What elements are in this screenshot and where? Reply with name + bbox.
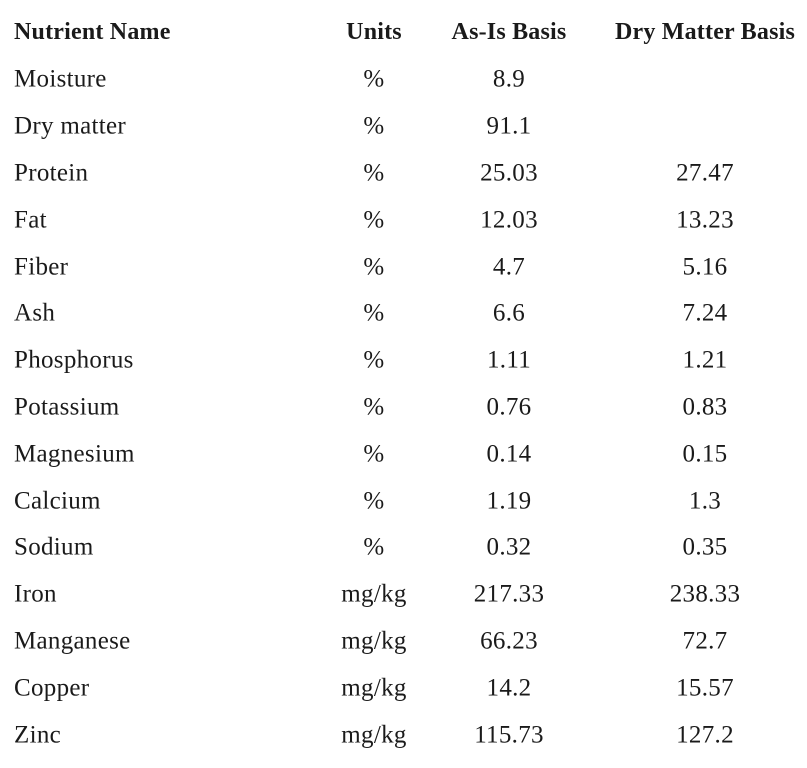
as-is-value: 4.7 — [492, 253, 526, 281]
table-row — [0, 243, 807, 290]
dry-matter-value: 72.7 — [682, 627, 728, 655]
as-is-value: 14.2 — [486, 674, 532, 702]
nutrient-name: Iron — [14, 580, 57, 608]
units-value: mg/kg — [341, 674, 407, 702]
table-row — [0, 571, 807, 618]
nutrient-name: Sodium — [14, 533, 94, 561]
table-row — [0, 711, 807, 758]
table-row — [0, 664, 807, 711]
units-value: % — [363, 253, 385, 281]
nutrient-name: Magnesium — [14, 440, 135, 468]
units-value: % — [363, 159, 385, 187]
as-is-value: 115.73 — [474, 721, 544, 749]
nutrient-name: Zinc — [14, 721, 62, 749]
nutrient-name: Calcium — [14, 487, 101, 515]
dry-matter-value: 1.3 — [688, 487, 722, 515]
dry-matter-value: 0.15 — [682, 440, 728, 468]
dry-matter-value: 1.21 — [682, 346, 728, 374]
as-is-value: 0.76 — [486, 393, 532, 421]
as-is-value: 217.33 — [473, 580, 545, 608]
as-is-value: 0.14 — [486, 440, 532, 468]
table-row — [0, 430, 807, 477]
dry-matter-value: 13.23 — [676, 206, 734, 234]
table-row — [0, 618, 807, 665]
table-row — [0, 384, 807, 431]
as-is-value: 1.11 — [486, 346, 532, 374]
dry-matter-value: 27.47 — [676, 159, 734, 187]
nutrient-name: Moisture — [14, 65, 107, 93]
table-header-row — [0, 8, 807, 56]
table-row — [0, 56, 807, 103]
nutrient-name: Ash — [14, 299, 56, 327]
units-value: % — [363, 440, 385, 468]
units-value: % — [363, 393, 385, 421]
units-value: % — [363, 65, 385, 93]
nutrient-table — [0, 8, 807, 758]
as-is-value: 8.9 — [492, 65, 526, 93]
nutrient-name: Fat — [14, 206, 47, 234]
units-value: % — [363, 206, 385, 234]
units-value: % — [363, 346, 385, 374]
table-row — [0, 290, 807, 337]
nutrient-name: Phosphorus — [14, 346, 134, 374]
as-is-value: 12.03 — [480, 206, 538, 234]
table-row — [0, 196, 807, 243]
table-row — [0, 477, 807, 524]
dry-matter-value: 5.16 — [682, 253, 728, 281]
header-nutrient-name: Nutrient Name — [14, 19, 171, 45]
header-as-is-basis: As-Is Basis — [451, 19, 567, 45]
units-value: % — [363, 487, 385, 515]
dry-matter-value: 0.35 — [682, 533, 728, 561]
as-is-value: 66.23 — [480, 627, 538, 655]
as-is-value: 0.32 — [486, 533, 532, 561]
as-is-value: 91.1 — [486, 112, 532, 140]
table-row — [0, 103, 807, 150]
nutrient-name: Fiber — [14, 253, 69, 281]
dry-matter-value: 127.2 — [676, 721, 734, 749]
dry-matter-value: 15.57 — [676, 674, 734, 702]
as-is-value: 25.03 — [480, 159, 538, 187]
units-value: mg/kg — [341, 580, 407, 608]
units-value: % — [363, 533, 385, 561]
dry-matter-value: 7.24 — [682, 299, 728, 327]
dry-matter-value: 238.33 — [669, 580, 741, 608]
table-row — [0, 524, 807, 571]
table-row — [0, 150, 807, 197]
dry-matter-value: 0.83 — [682, 393, 728, 421]
nutrient-name: Potassium — [14, 393, 120, 421]
units-value: mg/kg — [341, 627, 407, 655]
units-value: mg/kg — [341, 721, 407, 749]
nutrient-name: Copper — [14, 674, 90, 702]
nutrient-name: Dry matter — [14, 112, 126, 140]
header-dry-matter-basis: Dry Matter Basis — [614, 19, 796, 45]
units-value: % — [363, 112, 385, 140]
header-units: Units — [346, 19, 402, 45]
units-value: % — [363, 299, 385, 327]
as-is-value: 1.19 — [486, 487, 532, 515]
table-row — [0, 337, 807, 384]
nutrient-name: Protein — [14, 159, 89, 187]
nutrient-name: Manganese — [14, 627, 131, 655]
as-is-value: 6.6 — [492, 299, 526, 327]
